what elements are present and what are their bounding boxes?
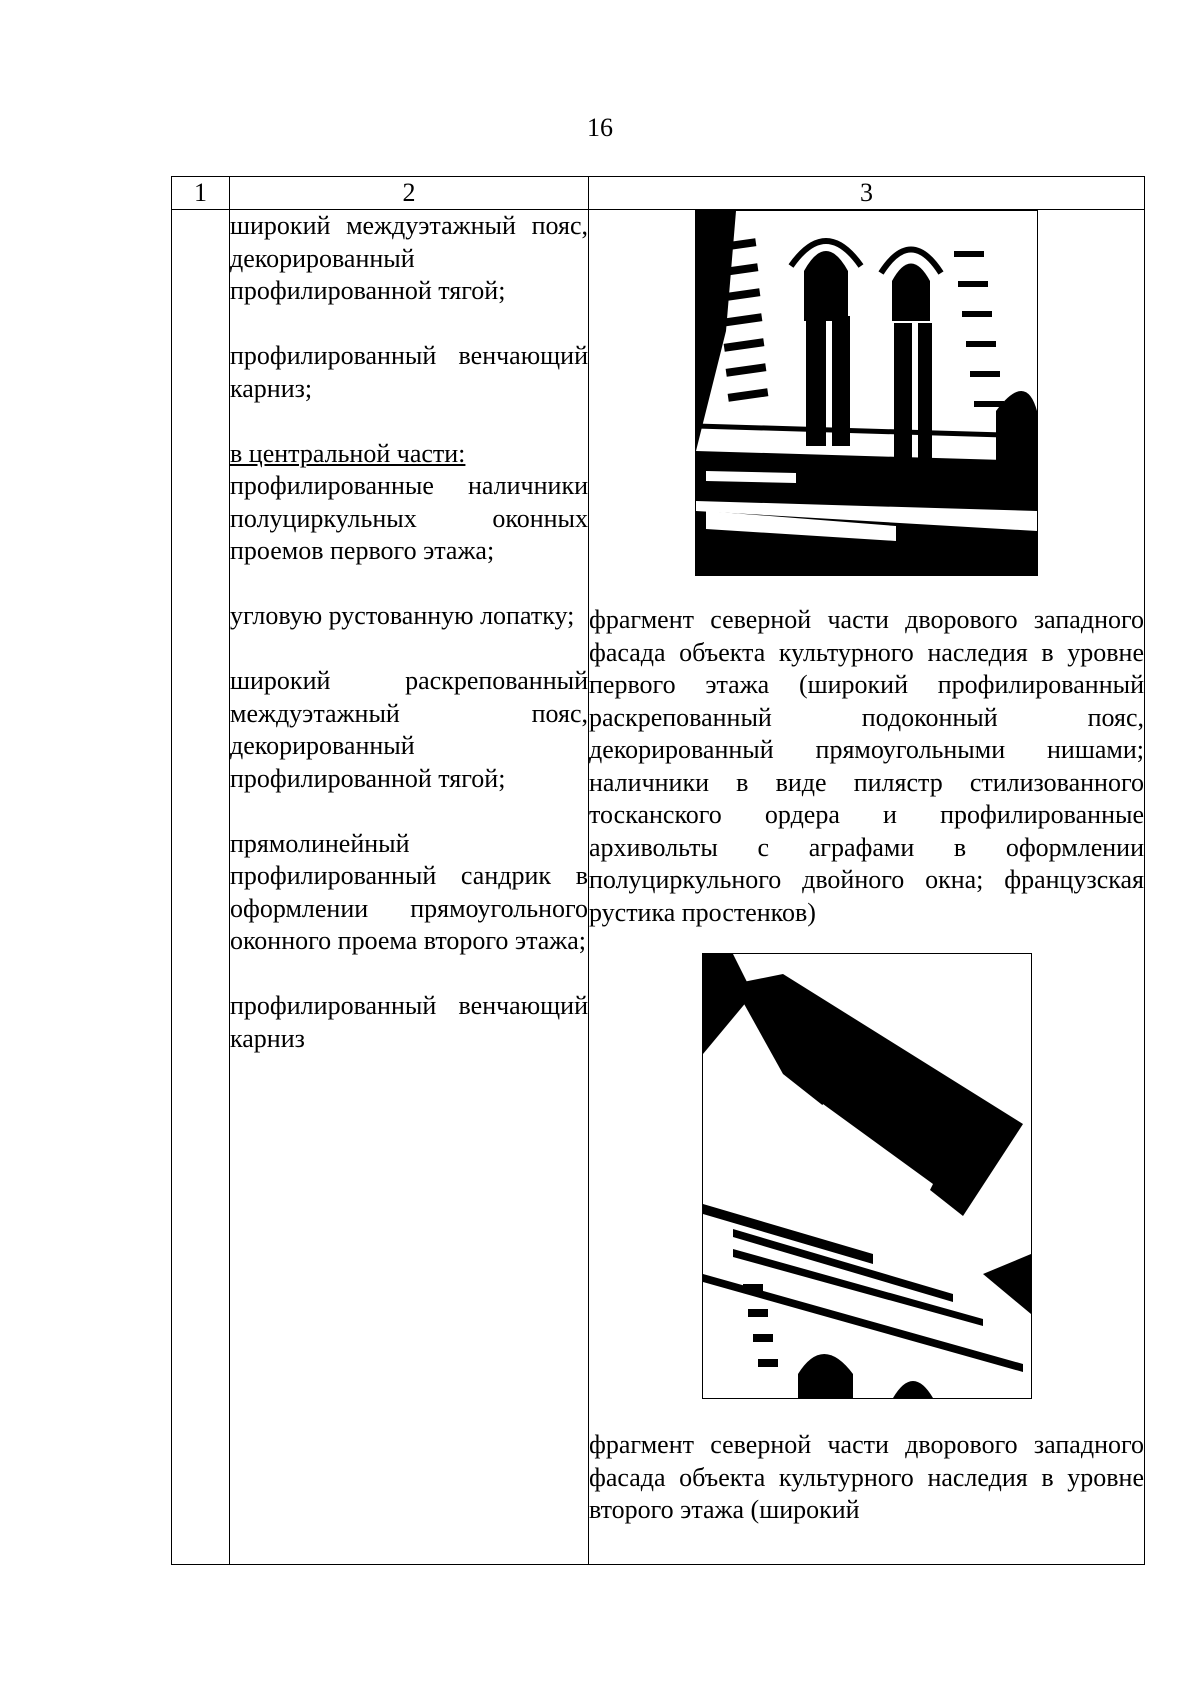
facade-photo-second-floor	[702, 953, 1032, 1399]
central-part-heading: в центральной части:	[230, 438, 466, 468]
caption-second-floor: фрагмент северной части дворового западного фасада объекта культурного наследия в уровне второго этажа (широкий	[589, 1430, 1144, 1524]
element-paragraph-3	[230, 438, 588, 568]
header-cell-1: 1	[172, 177, 230, 210]
facade-photo-first-floor-image	[696, 211, 1037, 575]
table-body-row	[172, 210, 1145, 1565]
page-number: 16	[587, 113, 613, 142]
element-paragraph-4: угловую рустованную лопатку;	[230, 601, 575, 630]
facade-photo-second-floor-image	[703, 954, 1031, 1398]
element-paragraph-5: широкий раскрепованный междуэтажный пояс, декорированный профилированной тягой;	[230, 666, 588, 793]
element-paragraph-2: профилированный венчающий карниз;	[230, 341, 588, 403]
body-cell-2	[230, 210, 589, 1565]
body-cell-1	[172, 210, 230, 1565]
facade-photo-first-floor	[695, 210, 1038, 576]
descriptive-table	[171, 176, 1145, 1565]
element-paragraph-7: профилированный венчающий карниз	[230, 991, 588, 1053]
element-paragraph-1: широкий междуэтажный пояс, декорированный профилированной тягой;	[230, 211, 588, 305]
element-paragraph-3-text: профилированные наличники полуциркульных оконных проемов первого этажа;	[230, 471, 588, 565]
caption-first-floor: фрагмент северной части дворового западного фасада объекта культурного наследия в уровне первого этажа (широкий профилированный раскрепованный подоконный пояс, декорированный прямоугольными нишами; наличники в виде пилястр стилизованного тосканского ордера и профилированные архивольты с аграфами в оформлении полуциркульного двойного окна; французская рустика простенков)	[589, 605, 1144, 927]
header-cell-3: 3	[589, 177, 1145, 210]
body-cell-3	[589, 210, 1145, 1565]
header-cell-2: 2	[230, 177, 589, 210]
facade-photo-second-floor-wrap	[589, 953, 1144, 1399]
table-header-row	[172, 177, 1145, 210]
element-paragraph-6: прямолинейный профилированный сандрик в оформлении прямоугольного оконного проема второго этажа;	[230, 828, 588, 955]
